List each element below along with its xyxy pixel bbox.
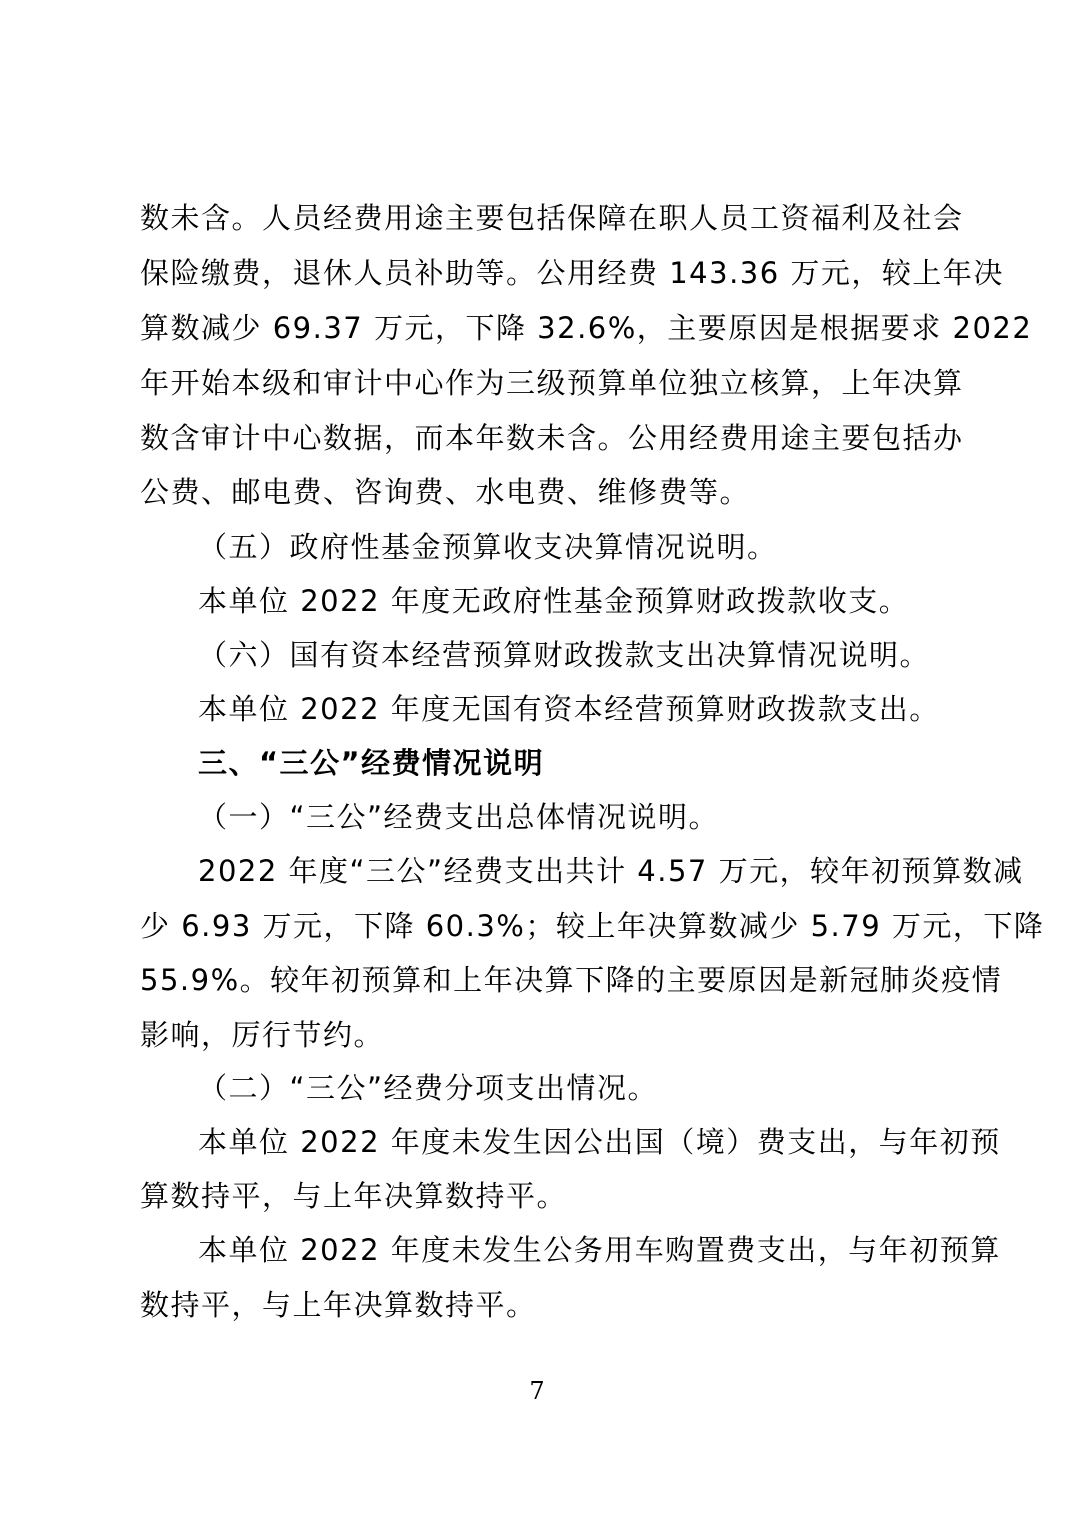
page-number: 7 xyxy=(529,1377,545,1405)
section-heading: （六）国有资本经营预算财政拨款支出决算情况说明。 xyxy=(198,638,931,672)
paragraph-line: 影响，厉行节约。 xyxy=(140,1018,385,1052)
paragraph-line: 年开始本级和审计中心作为三级预算单位独立核算，上年决算 xyxy=(140,366,964,400)
paragraph-line: 数持平，与上年决算数持平。 xyxy=(140,1288,537,1322)
section-heading: （五）政府性基金预算收支决算情况说明。 xyxy=(198,530,778,564)
paragraph-line: 本单位 2022 年度未发生公务用车购置费支出，与年初预算 xyxy=(198,1233,1001,1267)
paragraph-line: 少 6.93 万元，下降 60.3%；较上年决算数减少 5.79 万元，下降 xyxy=(140,909,1045,943)
section-heading: （二）“三公”经费分项支出情况。 xyxy=(198,1071,659,1105)
paragraph-line: 本单位 2022 年度无国有资本经营预算财政拨款支出。 xyxy=(198,692,940,726)
paragraph-line: 本单位 2022 年度无政府性基金预算财政拨款收支。 xyxy=(198,584,910,618)
paragraph-line: 公费、邮电费、咨询费、水电费、维修费等。 xyxy=(140,475,751,509)
section-heading: （一）“三公”经费支出总体情况说明。 xyxy=(198,800,720,834)
paragraph-line: 算数减少 69.37 万元，下降 32.6%，主要原因是根据要求 2022 xyxy=(140,311,1033,345)
paragraph-line: 保险缴费，退休人员补助等。公用经费 143.36 万元，较上年决 xyxy=(140,256,1004,290)
chapter-heading: 三、“三公”经费情况说明 xyxy=(198,746,545,780)
paragraph-line: 本单位 2022 年度未发生因公出国（境）费支出，与年初预 xyxy=(198,1125,1001,1159)
paragraph-line: 数含审计中心数据，而本年数未含。公用经费用途主要包括办 xyxy=(140,421,964,455)
paragraph-line: 数未含。人员经费用途主要包括保障在职人员工资福利及社会 xyxy=(140,201,964,235)
paragraph-line: 55.9%。较年初预算和上年决算下降的主要原因是新冠肺炎疫情 xyxy=(140,963,1003,997)
paragraph-line: 算数持平，与上年决算数持平。 xyxy=(140,1179,568,1213)
paragraph-line: 2022 年度“三公”经费支出共计 4.57 万元，较年初预算数减 xyxy=(198,854,1024,888)
